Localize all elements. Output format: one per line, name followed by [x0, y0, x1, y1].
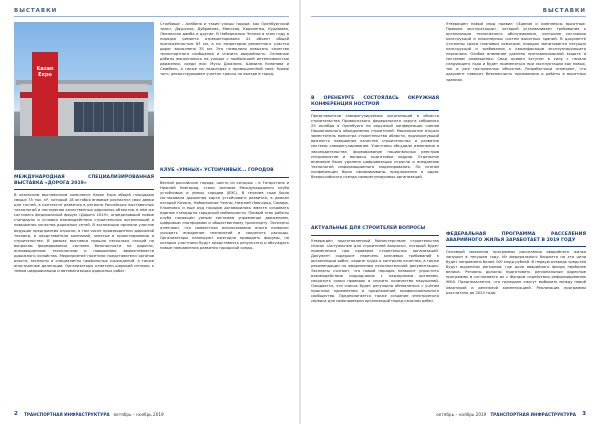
article-exhibition-body: В казанском выставочном комплексе Kazan Expo общей площадью свыше 75 тыс. м², который 18 октября впервые распахнул свои двери для гостей, в контексте развития в регионе Российских выставочных технологий и построения качественных дорожных объектов, в нём же состоялся федеральный форум «Дорога 2019», определивший новые стандарты и условия взаимодействия строительных организаций и повышения качества дорожных сетей. В экспозиции приняли участие ведущие предприятия отрасли, в том числе производители дорожной техники, и представители компаний, занятых в проектировании и строительстве. В рамках выставки прошло несколько секций по вопросам формирования системы безопасности на дорогах, инновационным технологиям и повышению эффективности дорожного хозяйства. Мероприятие посетили представители органов власти, эксперты и специалисты профильных учреждений, а также иностранные делегации. Организаторы отметили широкий интерес к темам цифровизации и автоматизации дорожных работ. — [14, 193, 154, 273]
right-section-tag: ВЫСТАВКИ — [542, 8, 586, 14]
article-exhibition-continued — [160, 22, 289, 78]
ground-plaza — [14, 136, 154, 170]
article-housing-program — [446, 232, 586, 296]
right-footer-issue: октябрь – ноябрь 2019 — [436, 412, 487, 417]
heading-rule — [14, 189, 154, 190]
article-orenburg-heading: В ОРЕНБУРГЕ СОСТОЯЛАСЬ ОКРУЖНАЯ КОНФЕРЕНЦИЯ НОСТРОЙ — [311, 96, 439, 107]
building-glass-wall — [74, 102, 144, 132]
heading-rule — [311, 235, 439, 236]
article-housing-program-heading: ФЕДЕРАЛЬНАЯ ПРОГРАММА РАССЕЛЕНИЯ АВАРИЙНОГО ЖИЛЬЯ ЗАРАБОТАЕТ В 2019 ГОДУ — [446, 232, 586, 243]
kazan-expo-logo: Kazan Expo — [36, 66, 54, 78]
left-footer-issue: октябрь – ноябрь 2019 — [113, 412, 164, 417]
article-highrise-rules — [446, 22, 586, 83]
article-builders-questions-body: Утверждён подготовленный Министерством строительства список «Актуальные для строителей вопросы», который будет применяться при проверке строительных организаций. Документ содержит перечень ключевых требований к организации работ, охране труда и контролю качества, а также рекомендации по оформлению исполнительной документации. Эксперты считают, что новый порядок позволит упростить взаимодействие подрядчиков с надзорными органами, сократить сроки проверок и снизить количество нарушений. Ожидается, что список будет регулярно обновляться с учётом практики применения и предложений профессионального сообщества. Предполагается также создание электронного сервиса для самопроверки организаций перед началом работ. — [311, 238, 439, 304]
article-orenburg — [311, 96, 439, 180]
article-builders-questions — [311, 226, 439, 304]
right-page-number: 3 — [582, 411, 586, 417]
right-footer — [436, 412, 576, 417]
right-footer-brand: ТРАНСПОРТНАЯ ИНФРАСТРУКТУРА — [490, 412, 576, 417]
article-housing-program-body: Основной механизм программы расселения аварийного жилья запущен в текущем году. Из федерального бюджета на эти цели будет направлено более 100 млрд рублей. В первую очередь средства будут выделены регионам, где доля аварийного фонда наиболее велика. Регионы должны подготовить региональные адресные программы и согласовать их с Фондом содействия реформированию ЖКХ. Предполагается, что граждане смогут выбирать между новой квартирой и денежной компенсацией. Реализация программы рассчитана до 2024 года. — [446, 250, 586, 295]
left-footer-brand: ТРАНСПОРТНАЯ ИНФРАСТРУКТУРА — [24, 412, 110, 417]
left-footer — [24, 412, 164, 417]
kazan-expo-photo — [14, 22, 154, 170]
right-top-rule — [311, 16, 586, 17]
heading-rule — [446, 246, 586, 247]
article-orenburg-body: Представители саморегулируемых организаций в области строительства Приволжского федерального округа собрались 25 октября в Оренбурге на окружной конференции членов Национального объединения строителей. Мероприятие открыл заместитель министра строительства области, подчеркнувший важность повышения качества строительства и развития системы саморегулирования. Участники обсудили изменения в законодательстве, формирование национальных реестров специалистов и вопросы подготовки кадров. Отдельное внимание было уделено цифровизации отрасли и внедрению технологий информационного моделирования. По итогам конференции были сформированы предложения в адрес Всероссийского съезда саморегулируемых организаций. — [311, 114, 439, 179]
article-exhibition — [14, 175, 154, 274]
page-fold — [299, 0, 301, 424]
article-smart-cities-heading: КЛУБ «УМНЫХ» УСТОИЧИВЫХ... ГОРОДОВ — [160, 168, 274, 173]
article-exhibition-body-continued: Столбище – Алабино и такие улицы города, как Оренбургский тракт, Даурская, Дубравная, Минская, Короленко, Кудашева, Ленинская дамба и другие. В Набережных Челнах в этом году в порядке ремонта отремонтировано 41 объект общей протяжённостью 63 км, а на территории ремонтного участка дорог выполнено 35 км. Это позволило повысить качество транспортного сообщения и снизить аварийность. Основные работы выполнялись на улицах с наибольшей интенсивностью движения, среди них: Мусы Джалиля, Шамиля Усманова и Сюмбель, а также на подъездах к промышленной зоне. Кроме того, реконструирован участок трассы на въезде в город. — [160, 22, 289, 77]
logo-tower — [32, 52, 58, 136]
article-smart-cities — [160, 168, 289, 251]
left-section-tag: ВЫСТАВКИ — [14, 8, 58, 14]
heading-rule — [160, 177, 289, 178]
article-smart-cities-body: Весной российские города, шесть из которых – в Татарстане и Нижний Новгород, стали членами Международного клуба устойчивых и умных городов (ВЭС). В течение года была согласована дорожная карта устойчивого развития, в рамках которой Казань, Набережные Челны, Нижний Новгород, Самара, Ульяновск и ещё ряд городов договорились вместе создавать единые стандарты городской мобильности. Первый этап работы клуба посвящён умным системам управления движением, цифровым платформам и общественному транспорту. Эксперты отмечают, что совместное использование опыта позволит ускорить внедрение технологий и сократить расходы. Организаторы планируют ежегодно проводить форумы, на которых участники будут представлять результаты и обсуждать новые направления развития городской среды. — [160, 180, 289, 251]
left-page-number: 2 — [14, 411, 18, 417]
left-top-rule — [14, 16, 289, 17]
heading-rule — [311, 110, 439, 111]
article-exhibition-heading: МЕЖДУНАРОДНАЯ СПЕЦИАЛИЗИРОВАННАЯ ВЫСТАВКА «ДОРОГА 2019» — [14, 175, 154, 186]
article-highrise-rules-body: Утверждён новый свод правил «Здания и комплексы высотные. Правила эксплуатации», который устанавливает требования к организации технического обслуживания, контролю состояния конструкций и инженерных систем высотных зданий. В документе уточнены сроки плановых осмотров, порядок мониторинга несущих конструкций и требования к квалификации эксплуатирующего персонала. Особое внимание уделено противопожарной защите и системам оповещения. Свод правил вступит в силу с начала следующего года и будет применяться при эксплуатации как новых, так и уже построенных объектов. Разработчики отмечают, что документ повысит безопасность проживания и работы в высотных зданиях. — [446, 22, 586, 82]
article-builders-questions-heading: АКТУАЛЬНЫЕ ДЛЯ СТРОИТЕЛЕЙ ВОПРОСЫ — [311, 226, 426, 231]
